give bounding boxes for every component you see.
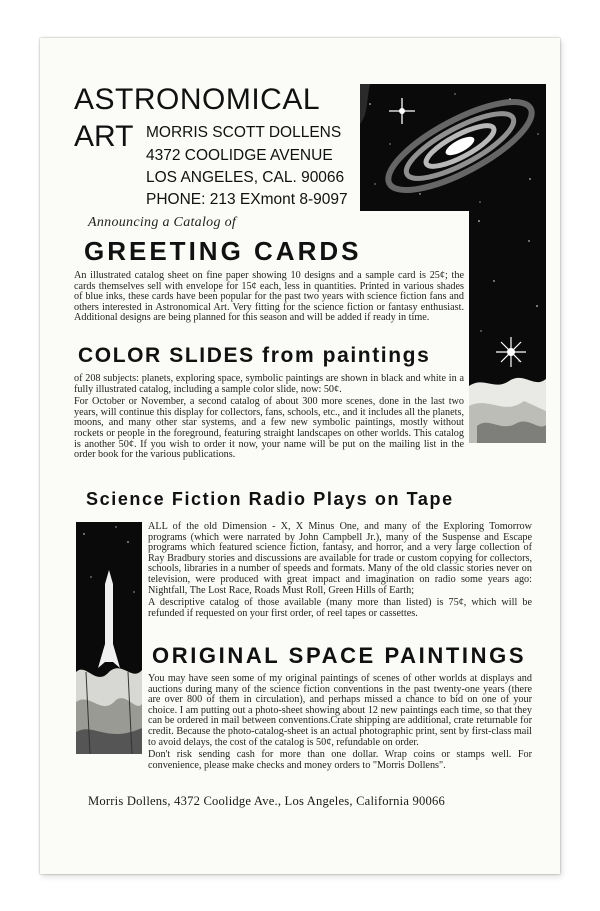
address-city: LOS ANGELES, CAL. 90066 (146, 169, 345, 186)
radio-plays-paragraph-1: ALL of the old Dimension - X, X Minus One, and many of the Exploring Tomorrow programs (which were narrated by John Campbell Jr.), many of the Suspense and Escape programs which featured science fiction, fantasy, and horror, and a very large collection of Ray Bradbury stories and discussions are available for trade or custom copying for collectors, schools, libraries in a number of speeds and formats. Many of the old classic stories never on television, were produced with great impact and imagination on radio some years ago: Nightfall, The Lost Race, Roads Must Roll, Green Hills of Earth; (148, 521, 532, 596)
color-slides-text (74, 374, 464, 463)
footer-address: Morris Dollens, 4372 Coolidge Ave., Los Angeles, California 90066 (88, 794, 445, 808)
rocket-illustration (76, 522, 142, 754)
address-name: MORRIS SCOTT DOLLENS (146, 124, 342, 141)
rocket-svg (76, 522, 142, 754)
color-slides-paragraph-2: For October or November, a second catalog of about 300 more scenes, done in the last two years, will continue this display for collectors, fans, schools, etc., and it includes all the planets, moons, and many other star systems, and a few new symbolic paintings, mostly without rockets or people in the foreground, featuring straight landscapes on other worlds. This catalog is another 50¢. If you wish to order it now, your name will be put on the mailing list in the order book for the various publications. (74, 396, 464, 461)
address-phone: PHONE: 213 EXmont 8-9097 (146, 191, 348, 208)
address-street: 4372 COOLIDGE AVENUE (146, 147, 333, 164)
galaxy-illustration (360, 84, 546, 211)
radio-plays-heading: Science Fiction Radio Plays on Tape (86, 489, 454, 509)
space-paintings-text (148, 674, 532, 773)
space-paintings-heading: ORIGINAL SPACE PAINTINGS (152, 643, 527, 668)
starfield-svg (469, 211, 546, 443)
greeting-cards-heading: GREETING CARDS (84, 236, 362, 266)
radio-plays-text (148, 522, 532, 621)
logo-art: ART (74, 120, 134, 153)
greeting-cards-text (74, 271, 464, 326)
radio-plays-paragraph-2: A descriptive catalog of those available (many more than listed) is 75¢, which will be refunded if requested on your first order, of reel tapes or cassettes. (148, 597, 532, 619)
space-paintings-paragraph-1: You may have seen some of my original paintings of scenes of other worlds at displays and auctions during many of the science fiction conventions in the past twenty-one years (there are over 800 of them in circulation), and perhaps missed a chance to bid on one of your choice. I am putting out a photo-sheet showing about 12 new paintings each time, so that they can be ordered in mail between conventions.Crate shipping are additional, crate returnable for credit. Because the photo-catalog-sheet is an actual photographic print, sent by first-class mail to avoid delays, the cost of the catalog is 50¢, refundable on order. (148, 673, 532, 748)
space-paintings-paragraph-2: Don't risk sending cash for more than one dollar. Wrap coins or stamps well. For convenience, please make checks and money orders to "Morris Dollens". (148, 749, 532, 771)
catalog-page (40, 38, 560, 874)
starfield-illustration (469, 211, 546, 443)
announce-line: Announcing a Catalog of (88, 215, 237, 230)
color-slides-heading: COLOR SLIDES from paintings (78, 344, 431, 367)
galaxy-svg (360, 84, 546, 211)
color-slides-paragraph-1: of 208 subjects: planets, exploring space, symbolic paintings are shown in black and white in a fully illustrated catalog, including a sample color slide, now: 50¢. (74, 373, 464, 395)
logo-astronomical: ASTRONOMICAL (74, 83, 321, 116)
greeting-cards-paragraph: An illustrated catalog sheet on fine paper showing 10 designs and a sample card is 25¢; the cards themselves sell with envelope for 15¢ each, less in quantities. Printed in various shades of blue inks, these cards have been popular for the past two years with science fiction fans and others interested in Astronomical Art. Very fitting for the science fiction or fantasy enthusiast. Additional designs are being planned for this season and will be added if ready in time. (74, 270, 464, 324)
